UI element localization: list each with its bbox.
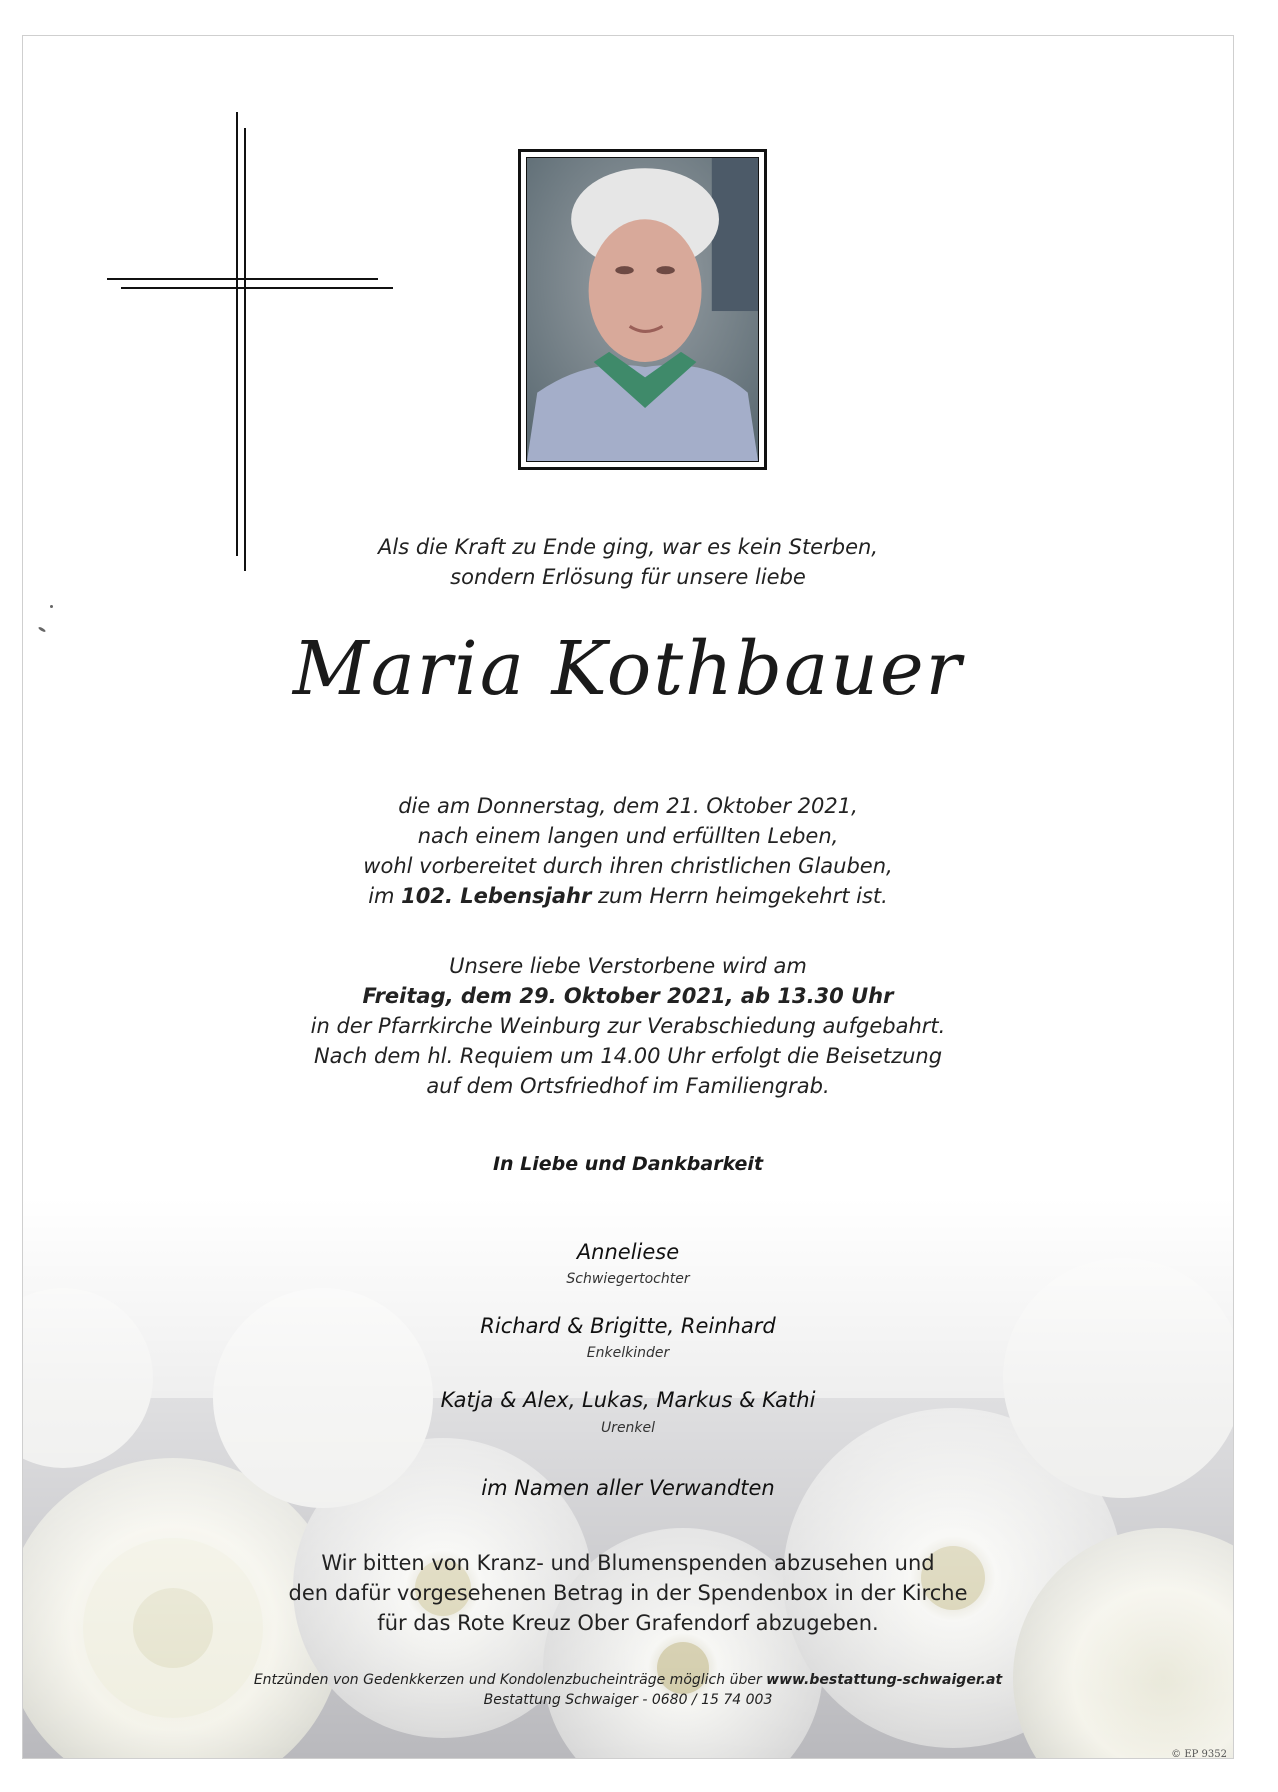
portrait-photo — [526, 157, 759, 462]
funeral-line: in der Pfarrkirche Weinburg zur Verabschiedung aufgebahrt. — [310, 1014, 946, 1038]
footer-text: Entzünden von Gedenkkerzen und Kondolenzbucheinträge möglich über — [253, 1672, 767, 1688]
mourner-relation: Schwiegertochter — [566, 1271, 690, 1287]
footer-condolence — [23, 1672, 1233, 1688]
mourner-names: Anneliese — [576, 1240, 680, 1264]
closing-text: In Liebe und Dankbarkeit — [492, 1153, 764, 1175]
donation-line: für das Rote Kreuz Ober Grafendorf abzugeben. — [377, 1611, 879, 1635]
mourner-relation: Urenkel — [600, 1420, 656, 1436]
announcement-line: nach einem langen und erfüllten Leben, — [417, 824, 839, 848]
mourner-names: Richard & Brigitte, Reinhard — [480, 1314, 776, 1338]
intro-text — [23, 532, 1233, 592]
footer-contact: Bestattung Schwaiger - 0680 / 15 74 003 — [483, 1692, 773, 1708]
announcement-line: wohl vorbereitet durch ihren christlichen Glauben, — [363, 854, 893, 878]
funeral-line: Nach dem hl. Requiem um 14.00 Uhr erfolgt die Beisetzung — [313, 1044, 943, 1068]
deceased-name: Maria Kothbauer — [292, 626, 964, 712]
mourner-names: Katja & Alex, Lukas, Markus & Kathi — [440, 1388, 816, 1412]
on-behalf-text: im Namen aller Verwandten — [481, 1476, 775, 1500]
funeral-line: auf dem Ortsfriedhof im Familiengrab. — [426, 1074, 830, 1098]
announcement-line: die am Donnerstag, dem 21. Oktober 2021, — [398, 794, 858, 818]
portrait-frame — [518, 149, 767, 470]
website-link[interactable]: www.bestattung-schwaiger.at — [766, 1672, 1003, 1688]
document-code: © EP 9352 — [1171, 1749, 1227, 1759]
intro-line: Als die Kraft zu Ende ging, war es kein Sterben, — [378, 535, 878, 559]
donation-line: den dafür vorgesehenen Betrag in der Spendenbox in der Kirche — [288, 1581, 968, 1605]
announcement-line — [23, 881, 1233, 911]
donation-request — [23, 1548, 1233, 1638]
funeral-line: Unsere liebe Verstorbene wird am — [449, 954, 807, 978]
age-text: 102. Lebensjahr — [401, 884, 592, 908]
line-text: zum Herrn heimgekehrt ist. — [591, 884, 888, 908]
intro-line: sondern Erlösung für unsere liebe — [450, 565, 806, 589]
funeral-details — [23, 951, 1233, 1101]
mourner-relation: Enkelkinder — [586, 1345, 670, 1361]
donation-line: Wir bitten von Kranz- und Blumenspenden abzusehen und — [321, 1551, 935, 1575]
scan-speck — [50, 605, 53, 608]
line-text: im — [368, 884, 402, 908]
death-announcement — [23, 791, 1233, 911]
obituary-card — [22, 35, 1234, 1759]
funeral-date: Freitag, dem 29. Oktober 2021, ab 13.30 Uhr — [362, 984, 894, 1008]
